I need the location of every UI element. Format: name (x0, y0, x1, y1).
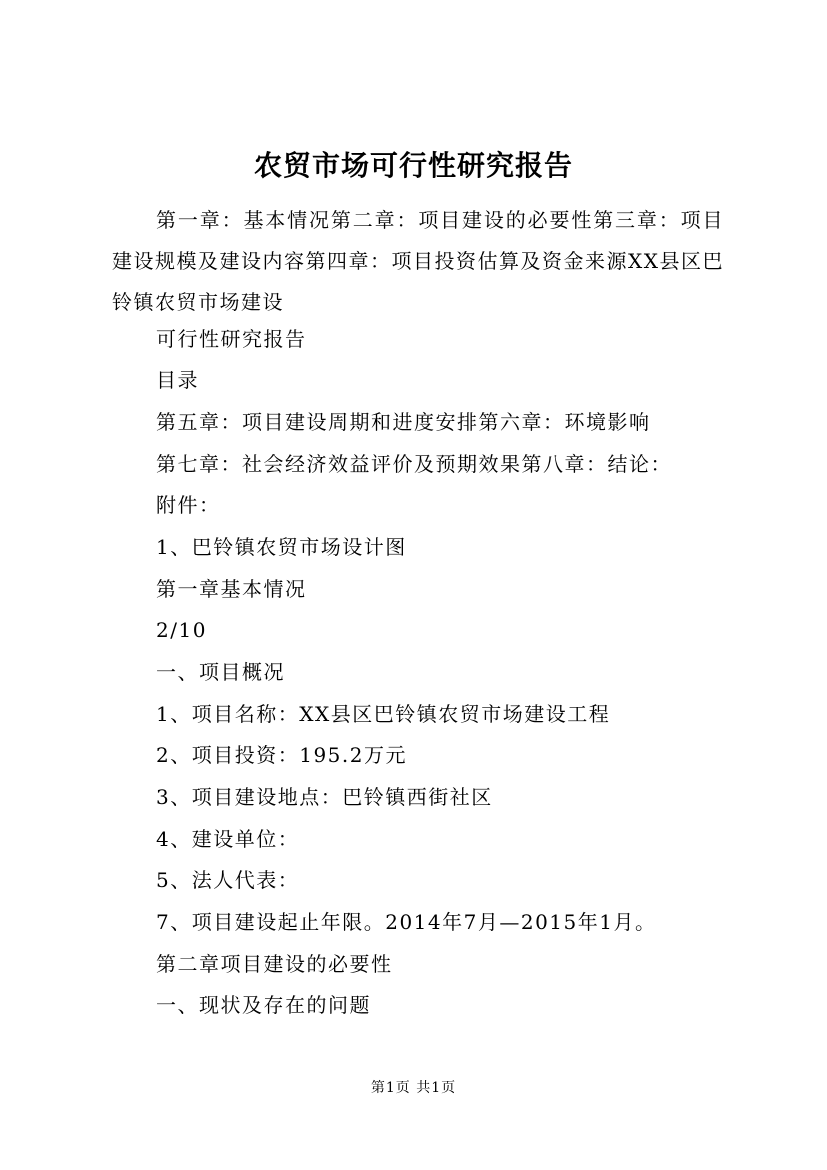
body-line-construction-period: 7、项目建设起止年限。2014年7月—2015年1月。 (156, 910, 657, 934)
body-line-feasibility-report: 可行性研究报告 (156, 327, 307, 351)
page-footer: 第1页 共1页 (370, 1080, 457, 1096)
body-line-project-name: 1、项目名称：XX县区巴铃镇农贸市场建设工程 (156, 702, 611, 726)
body-line-chapter-2-heading: 第二章项目建设的必要性 (156, 952, 393, 976)
body-line-project-investment: 2、项目投资：195.2万元 (156, 743, 407, 767)
body-line-chapters-7-8: 第七章：社会经济效益评价及预期效果第八章：结论： (156, 452, 672, 476)
body-line-project-overview: 一、项目概况 (156, 660, 285, 684)
body-line-design-drawing: 1、巴铃镇农贸市场设计图 (156, 535, 407, 559)
body-line-chapters-5-6: 第五章：项目建设周期和进度安排第六章：环境影响 (156, 410, 651, 434)
body-line-project-location: 3、项目建设地点：巴铃镇西街社区 (156, 785, 493, 809)
document-title: 农贸市场可行性研究报告 (253, 149, 573, 182)
body-line-attachments: 附件： (156, 493, 221, 517)
body-line-legal-representative: 5、法人代表： (156, 868, 300, 892)
body-line-construction-unit: 4、建设单位： (156, 827, 300, 851)
lead-paragraph: 第一章：基本情况第二章：项目建设的必要性第三章：项目建设规模及建设内容第四章：项目投资估算及资金来源XX县区巴铃镇农贸市场建设 (112, 208, 724, 314)
body-line-page-marker: 2/10 (156, 618, 207, 642)
body-line-contents: 目录 (156, 368, 199, 392)
body-line-current-issues: 一、现状及存在的问题 (156, 993, 371, 1017)
body-line-chapter-1-heading: 第一章基本情况 (156, 577, 307, 601)
